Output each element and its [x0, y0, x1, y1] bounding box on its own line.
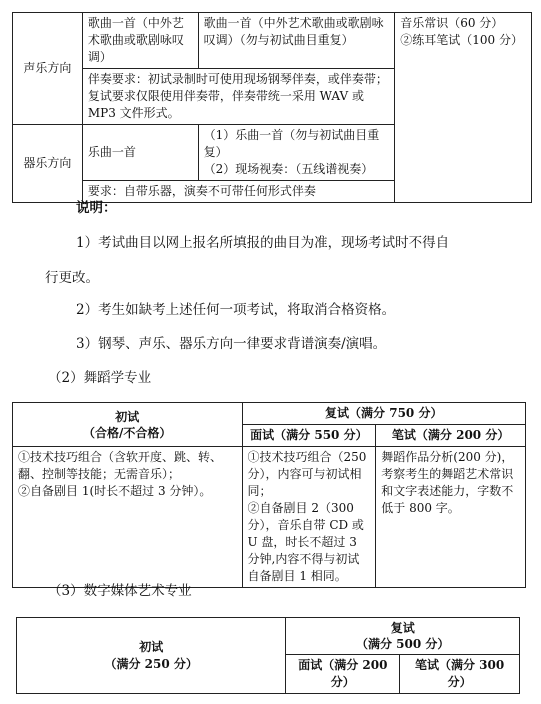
note-1b: 行更改。 [45, 270, 99, 286]
dance-written-header: 笔试（满分 200 分） [376, 425, 526, 447]
digital-interview-header: 面试（满分 200 分） [286, 655, 400, 694]
dance-written-content: 舞蹈作品分析(200 分)，考察考生的舞蹈艺术常识和文字表述能力，字数不低于 800 字。 [376, 447, 526, 588]
digital-initial-sub: （满分 250 分） [104, 656, 198, 671]
vocal-retest: 歌曲一首（中外艺术歌曲或歌剧咏叹调）（勿与初试曲目重复） [198, 13, 395, 69]
theory-line-2: ②练耳笔试（100 分） [400, 33, 523, 47]
dance-initial-title: 初试 [115, 409, 140, 424]
digital-initial-title: 初试 [139, 639, 164, 654]
dance-interview-header: 面试（满分 550 分） [242, 425, 376, 447]
dance-interview-item-1: ①技术技巧组合（250 分），内容可与初试相同； [247, 450, 367, 498]
dance-section-title: （2）舞蹈学专业 [48, 370, 152, 386]
digital-written-header: 笔试（满分 300 分） [400, 655, 520, 694]
dance-retest-header: 复试（满分 750 分） [242, 403, 526, 425]
dance-interview-content [242, 447, 376, 588]
digital-section-title: （3）数字媒体艺术专业 [48, 583, 192, 599]
digital-retest-header [286, 618, 520, 655]
instrumental-retest-2: （2）现场视奏：（五线谱视奏） [203, 162, 374, 176]
instrumental-retest [198, 125, 395, 181]
theory-line-1: 音乐常识（60 分） [400, 16, 504, 30]
instrumental-requirement: 要求：自带乐器，演奏不可带任何形式伴奏 [82, 181, 394, 203]
digital-retest-title: 复试 [390, 621, 415, 635]
dance-initial-item-1: ①技术技巧组合（含软开度、跳、转、翻、控制等技能；无需音乐）； [18, 450, 223, 481]
instrumental-label: 器乐方向 [13, 125, 83, 203]
note-2: 2）考生如缺考上述任何一项考试，将取消合格资格。 [76, 302, 396, 318]
digital-retest-sub: （满分 500 分） [356, 637, 450, 651]
note-3: 3）钢琴、声乐、器乐方向一律要求背谱演奏/演唱。 [76, 336, 387, 352]
dance-initial-item-2: ②自备剧目 1(时长不超过 3 分钟）。 [18, 484, 212, 498]
notes-heading: 说明： [76, 200, 117, 216]
music-requirements-table [12, 12, 532, 203]
dance-initial-content [13, 447, 243, 588]
vocal-label: 声乐方向 [13, 13, 83, 125]
dance-initial-sub: （合格/不合格） [83, 425, 172, 440]
vocal-accompaniment: 伴奏要求：初试录制时可使用现场钢琴伴奏，或伴奏带；复试要求仅限使用伴奏带，伴奏带统一采用 WAV 或 MP3 文件形式。 [82, 69, 394, 125]
digital-initial-header [17, 618, 286, 694]
dance-initial-header [13, 403, 243, 447]
note-1a: 1）考试曲目以网上报名所填报的曲目为准，现场考试时不得自 [76, 235, 450, 251]
dance-interview-item-2: ②自备剧目 2（300 分），音乐自带 CD 或 U 盘，时长不超过 3 分钟,内容不得与初试自备剧目 1 相同。 [247, 501, 364, 583]
digital-table [16, 617, 520, 694]
instrumental-initial: 乐曲一首 [82, 125, 198, 181]
instrumental-retest-1: （1）乐曲一首（勿与初试曲目重复） [203, 128, 380, 159]
vocal-initial: 歌曲一首（中外艺术歌曲或歌剧咏叹调） [82, 13, 198, 69]
dance-table [12, 402, 526, 588]
theory-cell [395, 13, 532, 203]
